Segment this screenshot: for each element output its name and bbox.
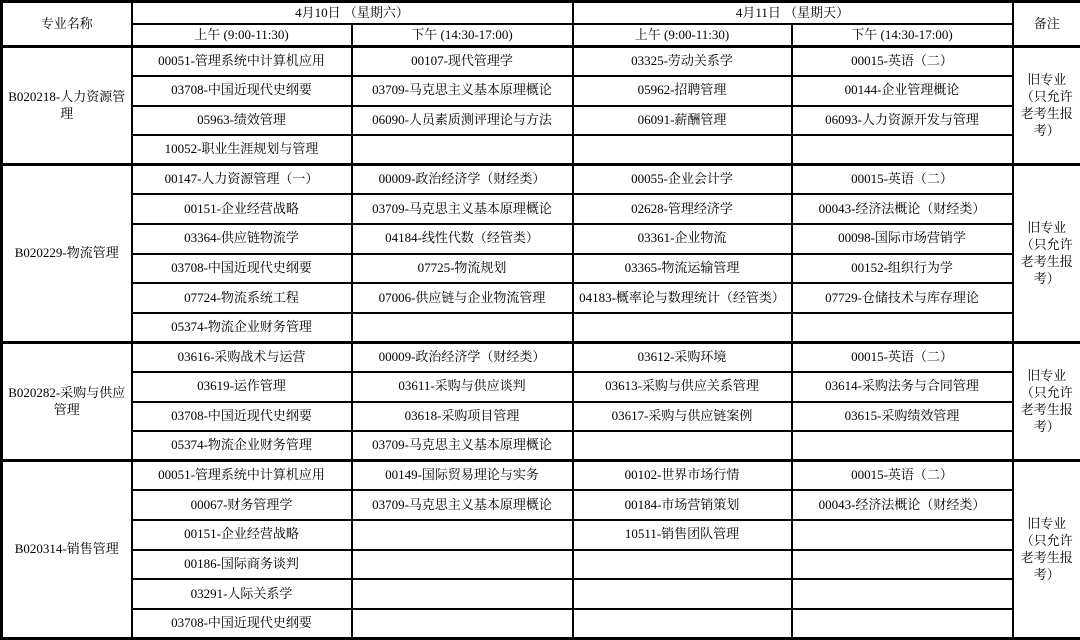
empty-cell	[792, 550, 1013, 580]
subject-cell: 06093-人力资源开发与管理	[792, 106, 1013, 136]
subject-cell: 03612-采购环境	[573, 342, 792, 372]
subject-cell: 07725-物流规划	[352, 254, 573, 284]
subject-row	[2, 135, 1080, 165]
empty-cell	[792, 579, 1013, 609]
empty-cell	[573, 431, 792, 461]
header-afternoon-day2: 下午 (14:30-17:00)	[792, 24, 1013, 47]
empty-cell	[352, 313, 573, 343]
subject-cell: 03708-中国近现代史纲要	[132, 76, 352, 106]
header-morning-day2: 上午 (9:00-11:30)	[573, 24, 792, 47]
subject-cell: 00147-人力资源管理（一）	[132, 165, 352, 195]
subject-cell: 05374-物流企业财务管理	[132, 313, 352, 343]
header-major-name: 专业名称	[2, 2, 132, 47]
header-date-april-10: 4月10日 （星期六）	[132, 2, 573, 25]
note-cell: 旧专业（只允许老考生报考）	[1013, 47, 1080, 165]
subject-row	[2, 106, 1080, 136]
empty-cell	[352, 520, 573, 550]
subject-row	[2, 165, 1080, 195]
empty-cell	[573, 135, 792, 165]
major-name-cell: B020314-销售管理	[2, 461, 132, 639]
subject-row	[2, 224, 1080, 254]
subject-cell: 00051-管理系统中计算机应用	[132, 461, 352, 491]
empty-cell	[352, 609, 573, 639]
empty-cell	[352, 579, 573, 609]
subject-row	[2, 372, 1080, 402]
subject-cell: 03709-马克思主义基本原理概论	[352, 431, 573, 461]
empty-cell	[573, 550, 792, 580]
subject-cell: 03614-采购法务与合同管理	[792, 372, 1013, 402]
header-morning-day1: 上午 (9:00-11:30)	[132, 24, 352, 47]
empty-cell	[792, 313, 1013, 343]
subject-cell: 00184-市场营销策划	[573, 490, 792, 520]
subject-cell: 05963-绩效管理	[132, 106, 352, 136]
subject-cell: 03364-供应链物流学	[132, 224, 352, 254]
subject-row	[2, 461, 1080, 491]
subject-row	[2, 313, 1080, 343]
subject-cell: 00151-企业经营战略	[132, 194, 352, 224]
subject-row	[2, 402, 1080, 432]
major-name-cell: B020218-人力资源管理	[2, 47, 132, 165]
subject-cell: 00151-企业经营战略	[132, 520, 352, 550]
subject-row	[2, 254, 1080, 284]
subject-cell: 00144-企业管理概论	[792, 76, 1013, 106]
subject-cell: 03291-人际关系学	[132, 579, 352, 609]
header-row-sessions	[2, 24, 1080, 47]
subject-cell: 07729-仓储技术与库存理论	[792, 283, 1013, 313]
subject-cell: 05374-物流企业财务管理	[132, 431, 352, 461]
header-notes: 备注	[1013, 2, 1080, 47]
note-cell: 旧专业（只允许老考生报考）	[1013, 165, 1080, 343]
empty-cell	[573, 609, 792, 639]
subject-cell: 03325-劳动关系学	[573, 47, 792, 77]
subject-cell: 03708-中国近现代史纲要	[132, 254, 352, 284]
subject-cell: 00067-财务管理学	[132, 490, 352, 520]
table-header	[2, 2, 1080, 47]
subject-cell: 00009-政治经济学（财经类）	[352, 342, 573, 372]
subject-cell: 03611-采购与供应谈判	[352, 372, 573, 402]
subject-row	[2, 520, 1080, 550]
subject-cell: 03709-马克思主义基本原理概论	[352, 194, 573, 224]
major-name-cell: B020229-物流管理	[2, 165, 132, 343]
subject-cell: 00102-世界市场行情	[573, 461, 792, 491]
subject-cell: 05962-招聘管理	[573, 76, 792, 106]
empty-cell	[792, 520, 1013, 550]
subject-row	[2, 194, 1080, 224]
subject-cell: 03365-物流运输管理	[573, 254, 792, 284]
subject-cell: 00055-企业会计学	[573, 165, 792, 195]
header-afternoon-day1: 下午 (14:30-17:00)	[352, 24, 573, 47]
subject-row	[2, 431, 1080, 461]
subject-cell: 00015-英语（二）	[792, 47, 1013, 77]
subject-cell: 00107-现代管理学	[352, 47, 573, 77]
subject-cell: 03708-中国近现代史纲要	[132, 609, 352, 639]
subject-cell: 10052-职业生涯规划与管理	[132, 135, 352, 165]
subject-row	[2, 490, 1080, 520]
subject-cell: 03708-中国近现代史纲要	[132, 402, 352, 432]
subject-row	[2, 550, 1080, 580]
note-cell: 旧专业（只允许老考生报考）	[1013, 342, 1080, 460]
subject-row	[2, 609, 1080, 639]
subject-cell: 00152-组织行为学	[792, 254, 1013, 284]
empty-cell	[573, 313, 792, 343]
subject-cell: 00043-经济法概论（财经类）	[792, 490, 1013, 520]
subject-cell: 10511-销售团队管理	[573, 520, 792, 550]
subject-cell: 00015-英语（二）	[792, 461, 1013, 491]
header-date-april-11: 4月11日 （星期天）	[573, 2, 1013, 25]
subject-cell: 00015-英语（二）	[792, 165, 1013, 195]
subject-cell: 03616-采购战术与运营	[132, 342, 352, 372]
empty-cell	[352, 135, 573, 165]
subject-row	[2, 47, 1080, 77]
subject-cell: 00098-国际市场营销学	[792, 224, 1013, 254]
subject-cell: 07006-供应链与企业物流管理	[352, 283, 573, 313]
subject-cell: 04183-概率论与数理统计（经管类）	[573, 283, 792, 313]
subject-cell: 03618-采购项目管理	[352, 402, 573, 432]
subject-cell: 00186-国际商务谈判	[132, 550, 352, 580]
subject-cell: 03617-采购与供应链案例	[573, 402, 792, 432]
subject-cell: 00009-政治经济学（财经类）	[352, 165, 573, 195]
major-name-cell: B020282-采购与供应管理	[2, 342, 132, 460]
subject-cell: 00051-管理系统中计算机应用	[132, 47, 352, 77]
subject-row	[2, 76, 1080, 106]
subject-cell: 03361-企业物流	[573, 224, 792, 254]
note-cell: 旧专业（只允许老考生报考）	[1013, 461, 1080, 639]
subject-cell: 03709-马克思主义基本原理概论	[352, 490, 573, 520]
subject-cell: 06091-薪酬管理	[573, 106, 792, 136]
subject-cell: 06090-人员素质测评理论与方法	[352, 106, 573, 136]
subject-cell: 00149-国际贸易理论与实务	[352, 461, 573, 491]
subject-cell: 07724-物流系统工程	[132, 283, 352, 313]
subject-cell: 00015-英语（二）	[792, 342, 1013, 372]
subject-cell: 02628-管理经济学	[573, 194, 792, 224]
subject-cell: 03709-马克思主义基本原理概论	[352, 76, 573, 106]
header-row-dates	[2, 2, 1080, 25]
subject-row	[2, 342, 1080, 372]
empty-cell	[573, 579, 792, 609]
empty-cell	[792, 609, 1013, 639]
table-body	[2, 47, 1080, 639]
empty-cell	[792, 431, 1013, 461]
subject-cell: 04184-线性代数（经管类）	[352, 224, 573, 254]
subject-row	[2, 579, 1080, 609]
subject-cell: 03615-采购绩效管理	[792, 402, 1013, 432]
subject-cell: 00043-经济法概论（财经类）	[792, 194, 1013, 224]
subject-cell: 03613-采购与供应关系管理	[573, 372, 792, 402]
subject-cell: 03619-运作管理	[132, 372, 352, 402]
empty-cell	[352, 550, 573, 580]
empty-cell	[792, 135, 1013, 165]
subject-row	[2, 283, 1080, 313]
